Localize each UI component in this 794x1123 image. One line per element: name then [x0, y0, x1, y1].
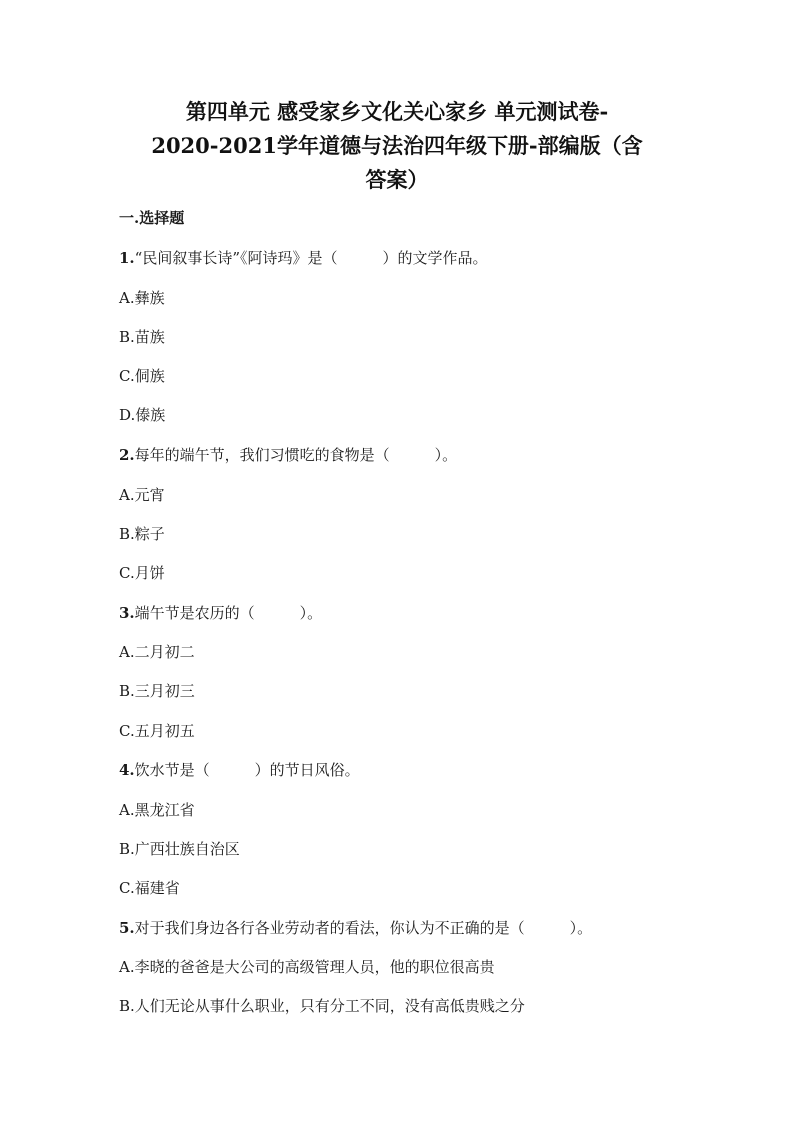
section-heading: 一.选择题: [119, 209, 185, 227]
question-5: [119, 918, 592, 938]
question-text: 饮水节是（ ）的节日风俗。: [134, 761, 360, 779]
option-2b: B.粽子: [119, 525, 165, 543]
option-1d: D.傣族: [119, 406, 166, 424]
question-text: “民间叙事长诗”《阿诗玛》是（ ）的文学作品。: [134, 249, 488, 267]
question-3: [119, 603, 322, 623]
question-number: 2.: [119, 446, 135, 464]
question-text: 端午节是农历的（ ）。: [134, 604, 323, 622]
question-text: 对于我们身边各行各业劳动者的看法，你认为不正确的是（ ）。: [134, 919, 593, 937]
document-title: [110, 95, 684, 197]
title-line-1: 第四单元 感受家乡文化关心家乡 单元测试卷-: [185, 99, 609, 124]
question-number: 5.: [119, 919, 135, 937]
question-number: 1.: [119, 249, 135, 267]
question-2: [119, 445, 457, 465]
option-3c: C.五月初五: [119, 722, 195, 740]
option-4c: C.福建省: [119, 879, 180, 897]
title-line-3: 答案）: [365, 167, 429, 192]
option-4b: B.广西壮族自治区: [119, 840, 240, 858]
option-1c: C.侗族: [119, 367, 165, 385]
option-5b: B.人们无论从事什么职业，只有分工不同，没有高低贵贱之分: [119, 997, 525, 1015]
option-3a: A.二月初二: [119, 643, 195, 661]
option-3b: B.三月初三: [119, 682, 195, 700]
option-2c: C.月饼: [119, 564, 165, 582]
option-2a: A.元宵: [119, 486, 165, 504]
question-number: 3.: [119, 604, 135, 622]
option-1b: B.苗族: [119, 328, 165, 346]
option-1a: A.彝族: [119, 289, 165, 307]
question-text: 每年的端午节，我们习惯吃的食物是（ ）。: [134, 446, 458, 464]
question-1: [119, 248, 488, 268]
question-4: [119, 760, 360, 780]
title-line-2: 2020-2021学年道德与法治四年级下册-部编版（含: [151, 133, 643, 158]
question-number: 4.: [119, 761, 135, 779]
option-4a: A.黑龙江省: [119, 801, 195, 819]
option-5a: A.李晓的爸爸是大公司的高级管理人员，他的职位很高贵: [119, 958, 495, 976]
